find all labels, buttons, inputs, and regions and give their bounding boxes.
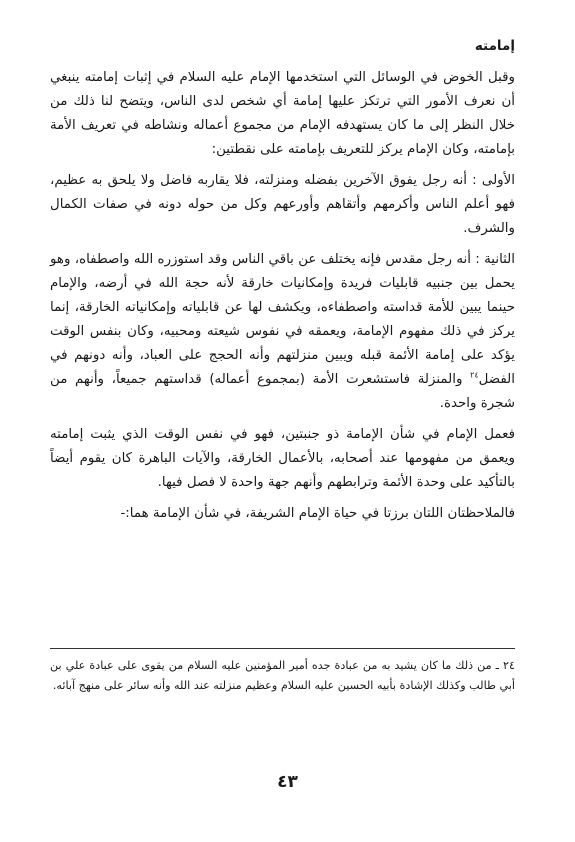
footnote: ٢٤ ـ من ذلك ما كان يشيد به من عبادة جده أمير المؤمنين عليه السلام من يقوى على عبادة علي بن أبي طالب وكذلك الإشادة بأبيه الحسين عليه السلام وعظيم منزلته عند الله وأنه سائر على منهج آبائه. [50, 659, 515, 692]
paragraph-second-point-tail: والمنزلة فاستشعرت الأمة (بمجموع أعماله) قداستهم جميعاً، وأنهم من شجرة واحدة. [50, 372, 515, 411]
paragraph-observations: فالملاحظتان اللتان برزتا في حياة الإمام الشريفة، في شأن الإمامة هما:- [120, 506, 515, 521]
paragraph-second-point-text: الثانية : أنه رجل مقدس فإنه يختلف عن باقي الناس وقد استوزره الله واصطفاه، وهو يحمل بين جنبيه قابليات فريدة وإمكانيات خارقة لأنه حجة الله في أرضه، والإمام حينما يبين للأمة قداسته واصطفاءه، ويكشف لها عن قابلياته وإمكانياته الخارقة، إنما يركز في ذلك مفهوم الإمامة، ويعمقه في نفوس شيعته ومحبيه، وكان بنفس الوقت يؤكد على إمامة الأئمة قبله ويبين منزلتهم وأنه الحجج على العباد، وأنه دونهم في الفضل [50, 252, 515, 387]
body-text [50, 66, 515, 526]
paragraph-two-aspects: فعمل الإمام في شأن الإمامة ذو جنبتين، فهو في نفس الوقت الذي يثبت إمامته ويعمق من مفهومها عند أصحابه، بالأعمال الخارقة، والآيات الباهرة كان يقوم أيضاً بالتأكيد على وحدة الأئمة وترابطهم وأنهم جهة واحدة لا فصل فيها. [50, 427, 515, 490]
paragraph-intro: وقبل الخوض في الوسائل التي استخدمها الإمام عليه السلام في إثبات إمامته ينبغي أن نعرف الأمور التي ترتكز عليها إمامة أي شخص لدى الناس، ويتضح لنا ذلك من خلال النظر إلى ما كان يستهدفه الإمام من مجموع أعماله ونشاطه في تعريف الأمة بإمامته، وكان الإمام يركز للتعريف بإمامته على نقطتين: [50, 70, 515, 157]
running-head: إمامته [474, 38, 515, 54]
footnote-reference[interactable]: ٢٤ [470, 370, 479, 380]
paragraph-second-point [50, 248, 515, 416]
page-number: ٤٣ [277, 772, 298, 792]
footnote-divider [50, 648, 515, 649]
paragraph-first-point: الأولى : أنه رجل يفوق الآخرين بفضله ومنزلته، فلا يقاربه فاضل ولا يلحق به عظيم، فهو أعلم الناس وأكرمهم وأتقاهم وأورعهم وكل من حوله دونه في صفات الكمال والشرف. [50, 173, 515, 236]
